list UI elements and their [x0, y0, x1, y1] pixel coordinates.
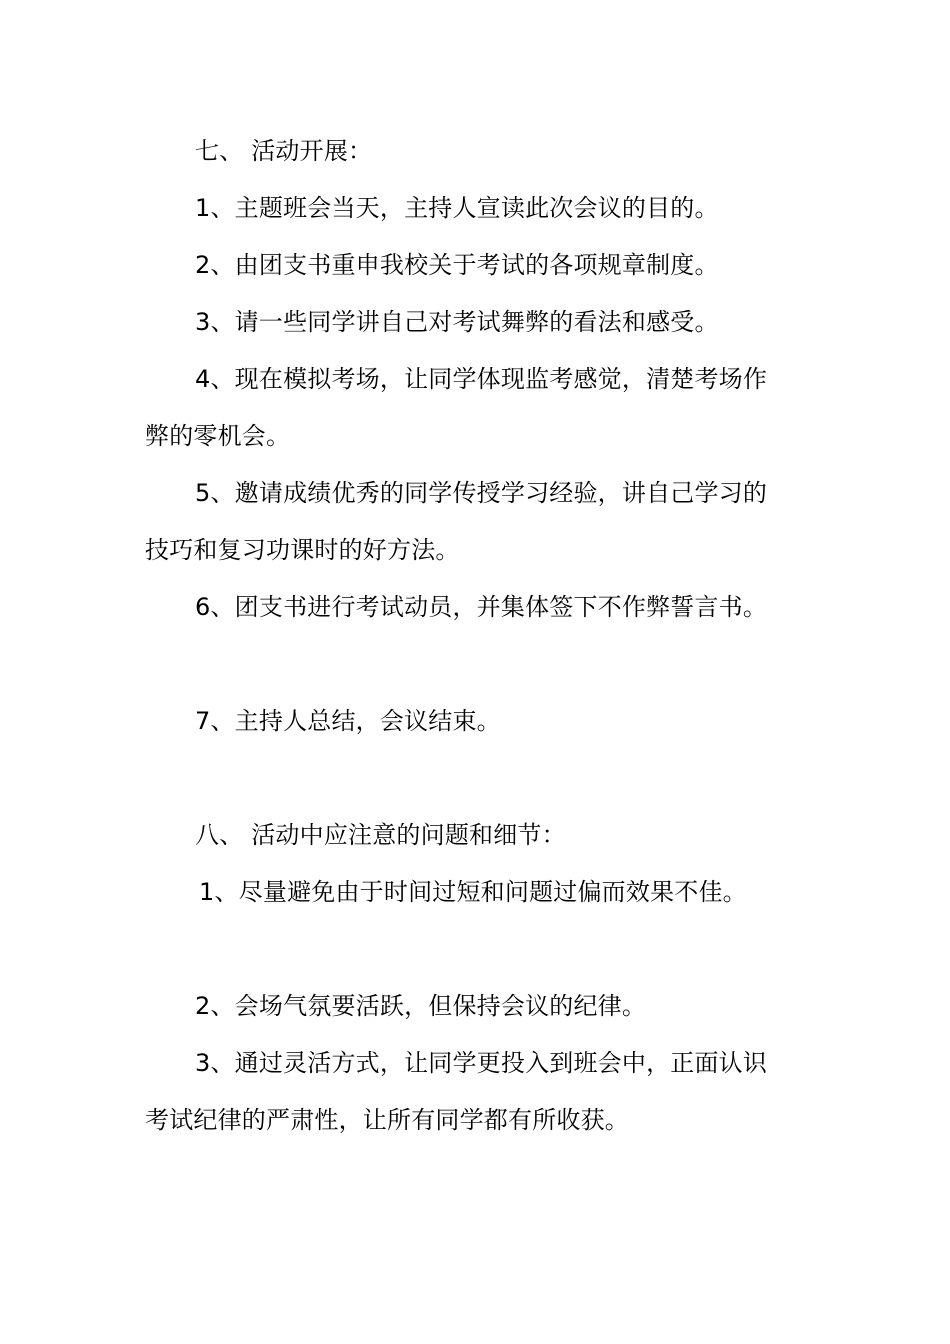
paragraph-line: 考试纪律的严肃性，让所有同学都有所收获。 — [145, 1106, 629, 1134]
paragraph-line: 4、现在模拟考场，让同学体现监考感觉，清楚考场作 — [195, 365, 768, 393]
paragraph-line: 1、主题班会当天，主持人宣读此次会议的目的。 — [195, 194, 719, 222]
section-heading-seven: 七、 活动开展： — [195, 137, 373, 165]
section-heading-eight: 八、 活动中应注意的问题和细节： — [195, 821, 566, 849]
paragraph-line: 5、邀请成绩优秀的同学传授学习经验，讲自己学习的 — [195, 479, 768, 507]
paragraph-line: 弊的零机会。 — [145, 422, 291, 450]
paragraph-line: 3、请一些同学讲自己对考试舞弊的看法和感受。 — [195, 308, 719, 336]
paragraph-line: 6、团支书进行考试动员，并集体签下不作弊誓言书。 — [195, 593, 768, 621]
paragraph-line: 3、通过灵活方式，让同学更投入到班会中，正面认识 — [195, 1049, 768, 1077]
paragraph-line: 2、由团支书重申我校关于考试的各项规章制度。 — [195, 251, 719, 279]
paragraph-line: 2、会场气氛要活跃，但保持会议的纪律。 — [195, 992, 647, 1020]
paragraph-line: 1、尽量避免由于时间过短和问题过偏而效果不佳。 — [199, 878, 747, 906]
paragraph-line: 技巧和复习功课时的好方法。 — [145, 536, 460, 564]
paragraph-line: 7、主持人总结，会议结束。 — [195, 707, 501, 735]
